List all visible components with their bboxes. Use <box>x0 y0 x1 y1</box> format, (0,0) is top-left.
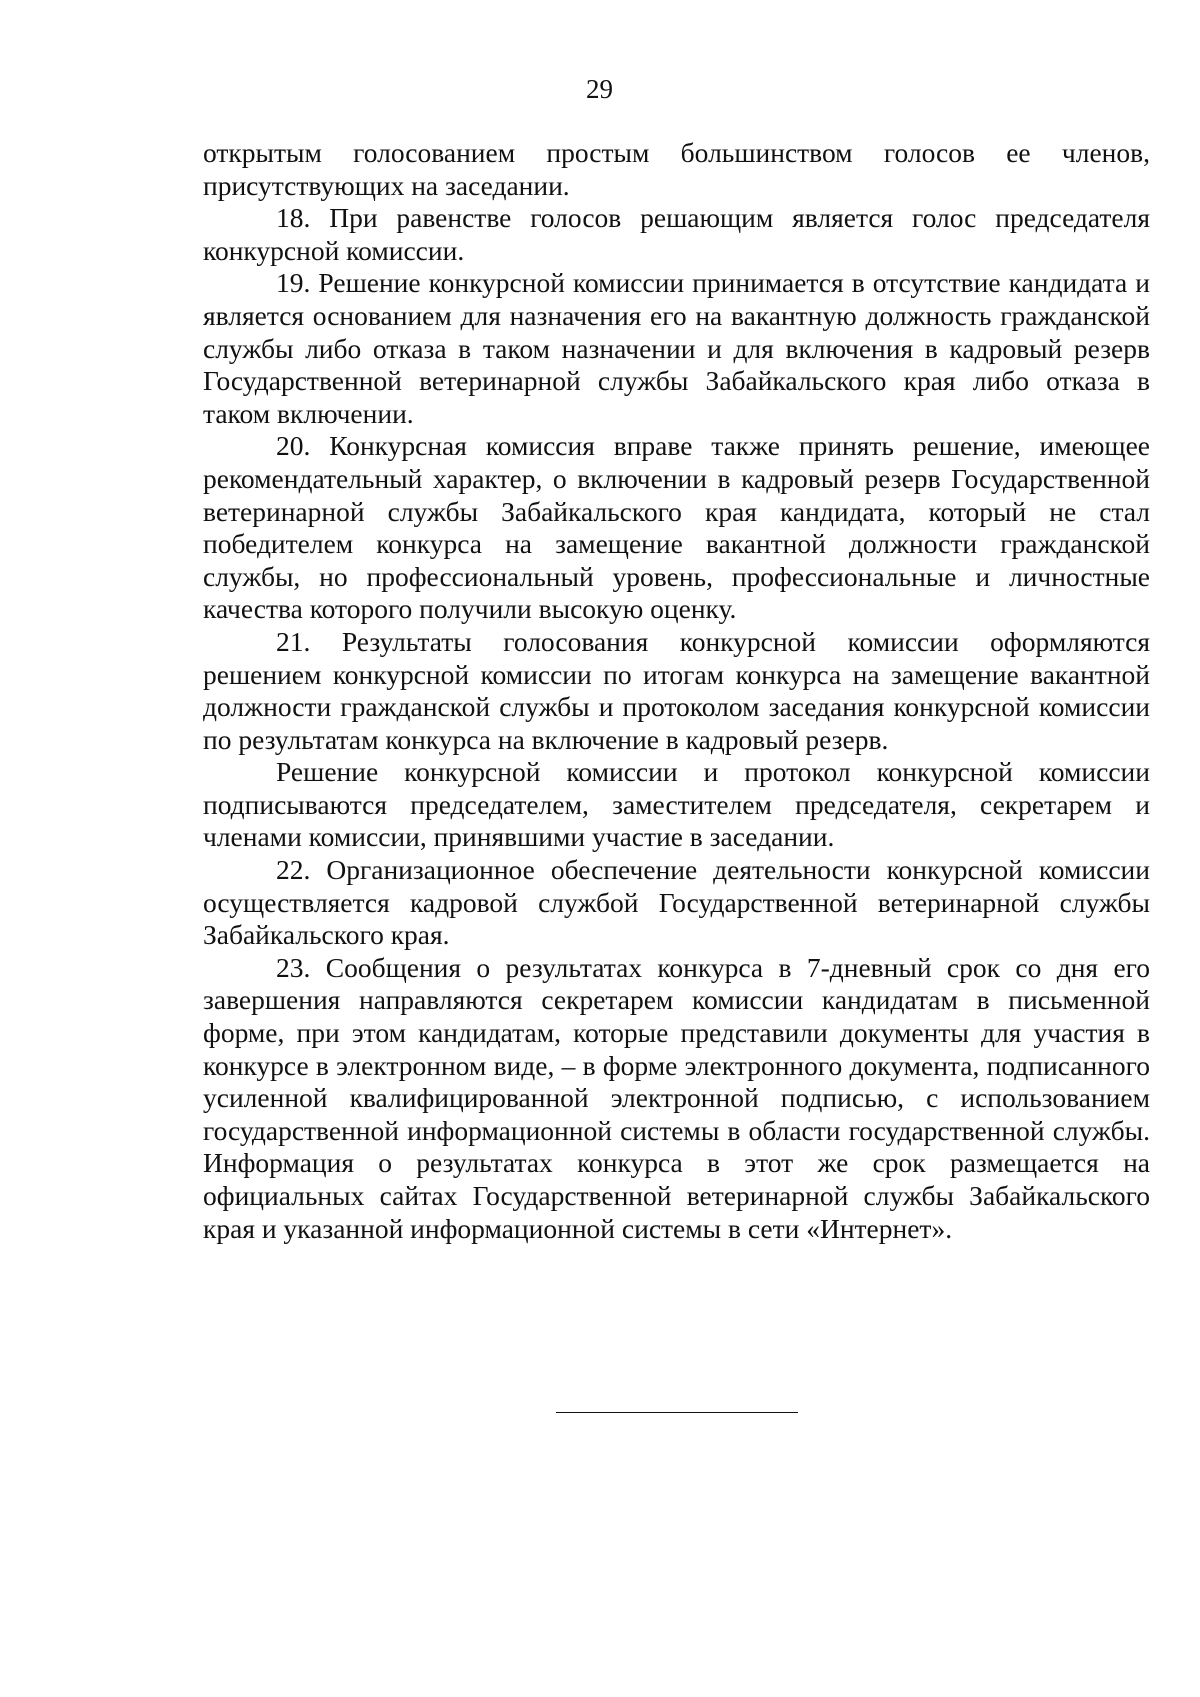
end-of-document-rule <box>556 1412 798 1413</box>
paragraph-22: 22. Организационное обеспечение деятельности конкурсной комиссии осуществляется кадровой службой Государственной ветеринарной службы Забайкальского края. <box>203 854 1150 951</box>
page-number: 29 <box>586 74 613 104</box>
paragraph-23: 23. Сообщения о результатах конкурса в 7-дневный срок со дня его завершения направляются секретарем комиссии кандидатам в письменной форме, при этом кандидатам, которые представили документы для участия в конкурсе в электронном виде, – в форме электронного документа, подписанного усиленной квалифицированной электронной подписью, с использованием государственной информационной системы в области государственной службы. Информация о результатах конкурса в этот же срок размещается на официальных сайтах Государственной ветеринарной службы Забайкальского края и указанной информационной системы в сети «Интернет». <box>203 951 1150 1244</box>
paragraph-19: 19. Решение конкурсной комиссии принимается в отсутствие кандидата и является основанием для назначения его на вакантную должность гражданской службы либо отказа в таком назначении и для включения в кадровый резерв Государственной ветеринарной службы Забайкальского края либо отказа в таком включении. <box>203 267 1150 429</box>
paragraph-18: 18. При равенстве голосов решающим является голос председателя конкурсной комиссии. <box>203 202 1150 266</box>
paragraph-21: 21. Результаты голосования конкурсной комиссии оформляются решением конкурсной комиссии по итогам конкурса на замещение вакантной должности гражданской службы и протоколом заседания конкурсной комиссии по результатам конкурса на включение в кадровый резерв. <box>203 625 1150 755</box>
paragraph-continuation: открытым голосованием простым большинством голосов ее членов, присутствующих на заседании. <box>203 137 1150 201</box>
document-body <box>203 137 1150 1245</box>
paragraph-20: 20. Конкурсная комиссия вправе также принять решение, имеющее рекомендательный характер, о включении в кадровый резерв Государственной ветеринарной службы Забайкальского края кандидата, который не стал победителем конкурса на замещение вакантной должности гражданской службы, но профессиональный уровень, профессиональные и личностные качества которого получили высокую оценку. <box>203 430 1150 625</box>
paragraph-21-signatures: Решение конкурсной комиссии и протокол конкурсной комиссии подписываются председателем, заместителем председателя, секретарем и членами комиссии, принявшими участие в заседании. <box>203 756 1150 853</box>
